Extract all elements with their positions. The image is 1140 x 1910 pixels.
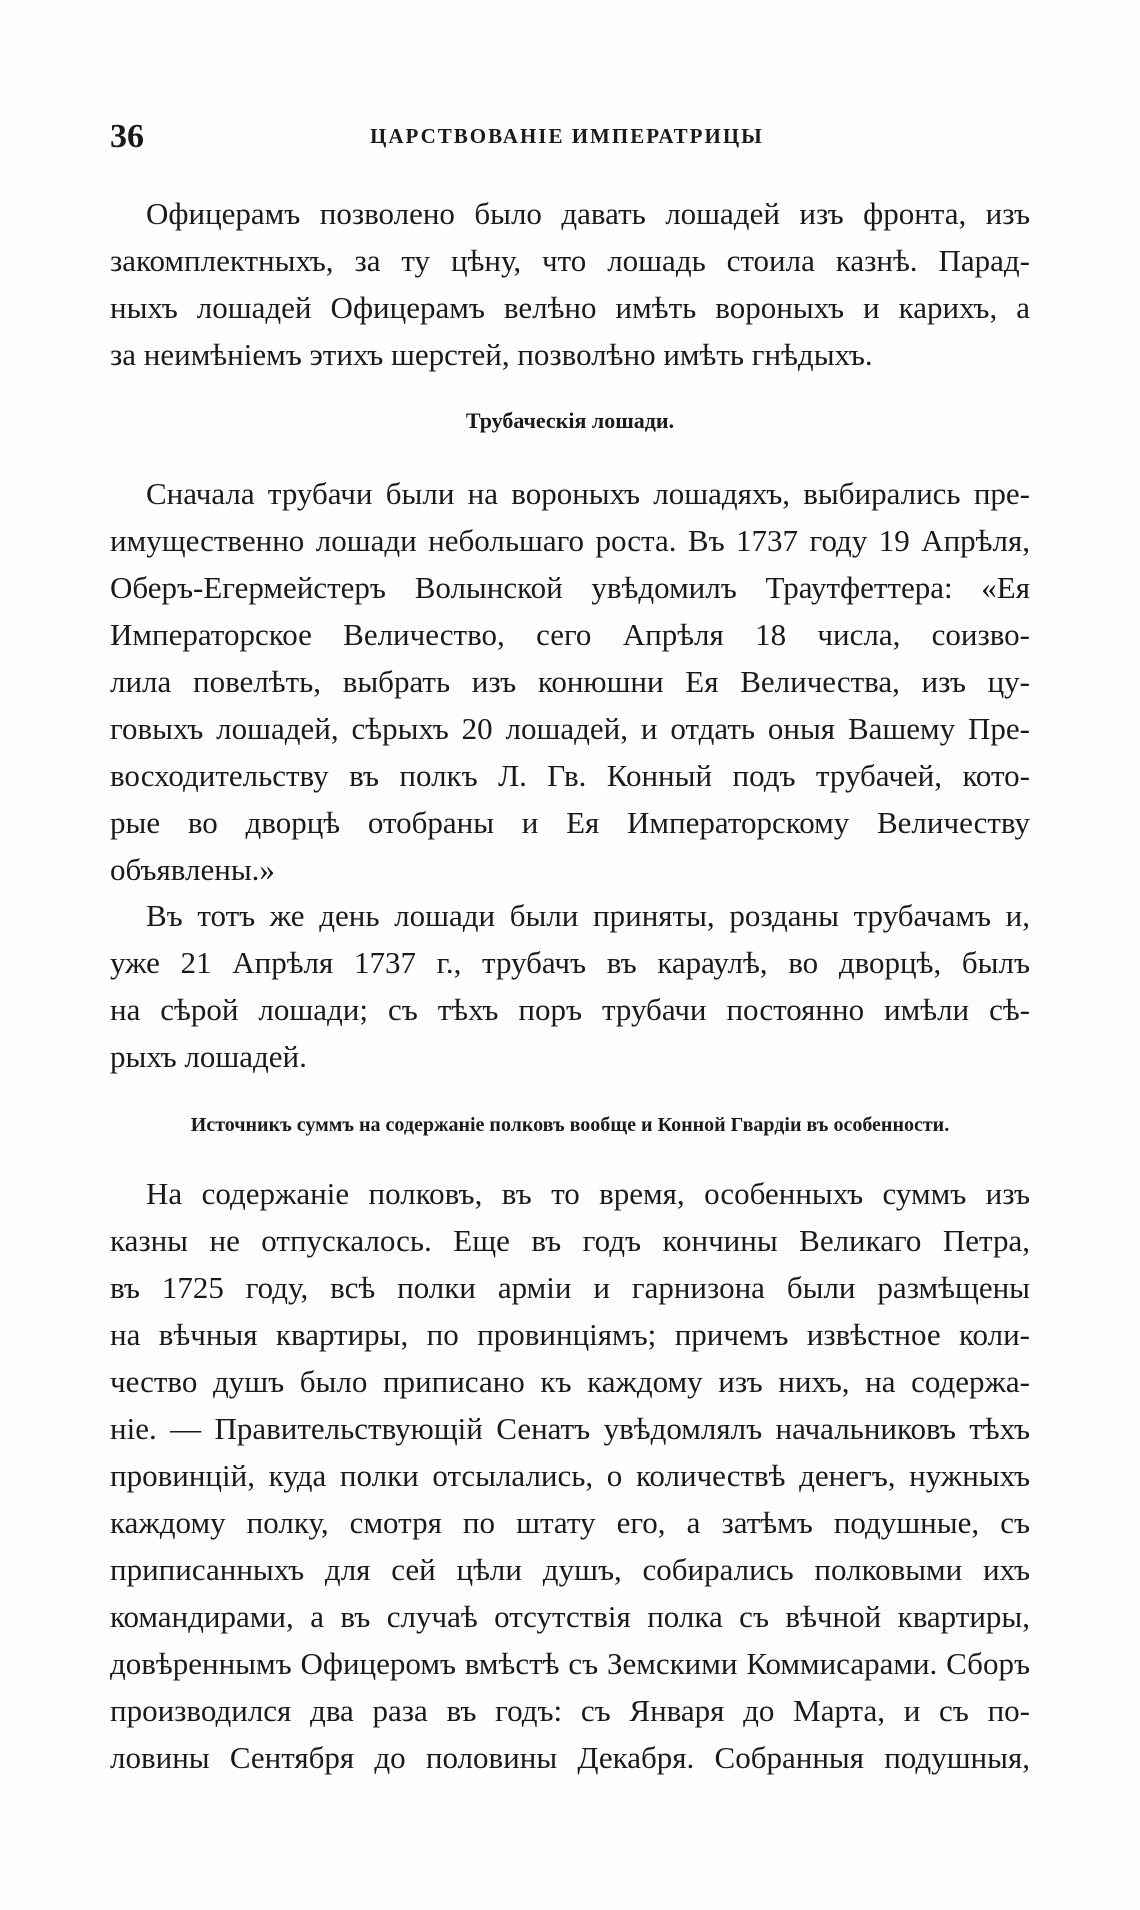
- text-line: На содержаніе полковъ, въ то время, особенныхъ суммъ изъ: [146, 1176, 1030, 1211]
- text-line: казны не отпускалось. Еще въ годъ кончины Великаго Петра,: [110, 1223, 1030, 1258]
- text-line: Офицерамъ позволено было давать лошадей изъ фронта, изъ: [146, 196, 1030, 231]
- text-line: закомплектныхъ, за ту цѣну, что лошадь стоила казнѣ. Парад-: [110, 243, 1030, 278]
- text-line: уже 21 Апрѣля 1737 г., трубачъ въ караулѣ, во дворцѣ, былъ: [110, 945, 1030, 980]
- text-line: провинцій, куда полки отсылались, о количествѣ денегъ, нужныхъ: [110, 1458, 1030, 1493]
- text-line: восходительству въ полкъ Л. Гв. Конный подъ трубачей, кото-: [110, 758, 1030, 793]
- text-line: Въ тотъ же день лошади были приняты, розданы трубачамъ и,: [146, 898, 1030, 933]
- text-line: въ 1725 году, всѣ полки арміи и гарнизона были размѣщены: [110, 1270, 1030, 1305]
- text-line: командирами, а въ случаѣ отсутствія полка съ вѣчной квартиры,: [110, 1599, 1030, 1634]
- section-title-funding-sources: Источникъ суммъ на содержаніе полковъ вообще и Конной Гвардіи въ особенности.: [190, 1114, 950, 1136]
- paragraph-officers-horses: [110, 190, 1030, 378]
- text-line: имущественно лошади небольшаго роста. Въ 1737 году 19 Апрѣля,: [110, 523, 1030, 558]
- paragraph-trumpeter-horses: [110, 470, 1030, 893]
- section-title-trumpeter-horses: Трубаческія лошади.: [465, 408, 675, 433]
- text-line: рые во дворцѣ отобраны и Ея Императорскому Величеству: [110, 805, 1030, 840]
- text-line: ловины Сентября до половины Декабря. Собранныя подушныя,: [110, 1740, 1030, 1775]
- paragraph-regiment-funding: [110, 1170, 1030, 1781]
- page-number: 36: [110, 118, 144, 155]
- text-line: говыхъ лошадей, сѣрыхъ 20 лошадей, и отдать оныя Вашему Пре-: [110, 711, 1030, 746]
- text-line: на вѣчныя квартиры, по провинціямъ; причемъ извѣстное коли-: [110, 1317, 1030, 1352]
- text-line: производился два раза въ годъ: съ Января до Марта, и съ по-: [110, 1693, 1030, 1728]
- text-line: Оберъ-Егермейстеръ Волынской увѣдомилъ Траутфеттера: «Ея: [110, 570, 1030, 605]
- text-line: лила повелѣть, выбрать изъ конюшни Ея Величества, изъ цу-: [110, 664, 1030, 699]
- text-line: Сначала трубачи были на вороныхъ лошадяхъ, выбирались пре-: [146, 476, 1030, 511]
- text-line: чество душъ было приписано къ каждому изъ нихъ, на содержа-: [110, 1364, 1030, 1399]
- text-line: Императорское Величество, сего Апрѣля 18 числа, соизво-: [110, 617, 1030, 652]
- running-head: ЦАРСТВОВАНІЕ ИМПЕРАТРИЦЫ: [370, 124, 764, 148]
- text-line: на сѣрой лошади; съ тѣхъ поръ трубачи постоянно имѣли сѣ-: [110, 992, 1030, 1027]
- text-line: ніе. — Правительствующій Сенатъ увѣдомлялъ начальниковъ тѣхъ: [110, 1411, 1030, 1446]
- paragraph-same-day: [110, 892, 1030, 1080]
- page-header: [110, 118, 1030, 158]
- text-line: рыхъ лошадей.: [110, 1039, 307, 1074]
- text-line: за неимѣніемъ этихъ шерстей, позволѣно имѣть гнѣдыхъ.: [110, 337, 873, 372]
- text-line: приписанныхъ для сей цѣли душъ, собирались полковыми ихъ: [110, 1552, 1030, 1587]
- text-line: каждому полку, смотря по штату его, а затѣмъ подушные, съ: [110, 1505, 1030, 1540]
- text-line: ныхъ лошадей Офицерамъ велѣно имѣть вороныхъ и карихъ, а: [110, 290, 1030, 325]
- text-line: довѣреннымъ Офицеромъ вмѣстѣ съ Земскими Коммисарами. Сборъ: [110, 1646, 1030, 1681]
- text-line: объявлены.»: [110, 852, 275, 887]
